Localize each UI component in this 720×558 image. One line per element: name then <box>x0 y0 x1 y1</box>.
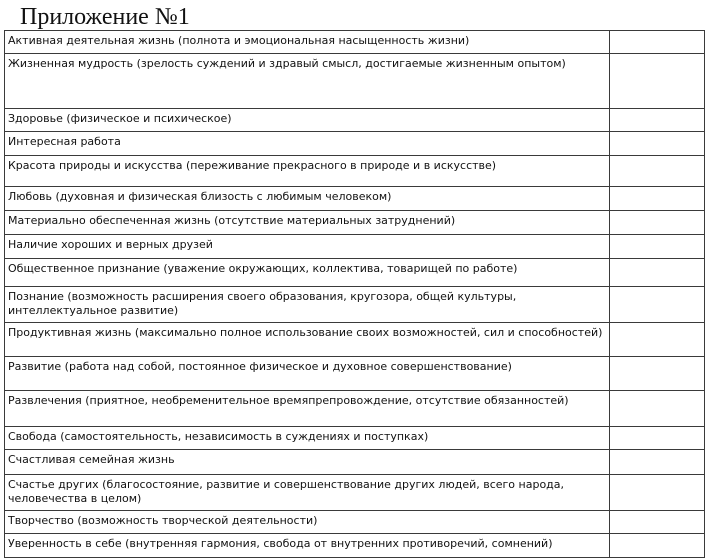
rank-cell[interactable] <box>610 511 705 534</box>
rank-cell[interactable] <box>610 187 705 211</box>
rank-cell[interactable] <box>610 323 705 357</box>
table-row <box>5 323 705 357</box>
rank-cell[interactable] <box>610 450 705 475</box>
value-description: Активная деятельная жизнь (полнота и эмоциональная насыщенность жизни) <box>5 31 610 54</box>
value-description: Развитие (работа над собой, постоянное физическое и духовное совершенствование) <box>5 357 610 391</box>
table-row <box>5 132 705 156</box>
value-description: Наличие хороших и верных друзей <box>5 235 610 259</box>
table-row <box>5 357 705 391</box>
rank-cell[interactable] <box>610 287 705 323</box>
rank-cell[interactable] <box>610 235 705 259</box>
rank-cell[interactable] <box>610 357 705 391</box>
table-row <box>5 391 705 427</box>
rank-cell[interactable] <box>610 211 705 235</box>
table-row <box>5 534 705 558</box>
rank-cell[interactable] <box>610 427 705 450</box>
table-row <box>5 235 705 259</box>
value-description: Развлечения (приятное, необременительное времяпрепровождение, отсутствие обязанностей) <box>5 391 610 427</box>
value-description: Свобода (самостоятельность, независимость в суждениях и поступках) <box>5 427 610 450</box>
table-row <box>5 475 705 511</box>
value-description: Любовь (духовная и физическая близость с любимым человеком) <box>5 187 610 211</box>
rank-cell[interactable] <box>610 391 705 427</box>
value-description: Общественное признание (уважение окружающих, коллектива, товарищей по работе) <box>5 259 610 287</box>
rank-cell[interactable] <box>610 259 705 287</box>
value-description: Счастье других (благосостояние, развитие и совершенствование других людей, всего народа, человечества в целом) <box>5 475 610 511</box>
value-description: Познание (возможность расширения своего образования, кругозора, общей культуры, интеллектуальное развитие) <box>5 287 610 323</box>
rank-cell[interactable] <box>610 31 705 54</box>
rank-cell[interactable] <box>610 475 705 511</box>
value-description: Творчество (возможность творческой деятельности) <box>5 511 610 534</box>
rank-cell[interactable] <box>610 132 705 156</box>
value-description: Материально обеспеченная жизнь (отсутствие материальных затруднений) <box>5 211 610 235</box>
values-table <box>4 30 705 558</box>
table-row <box>5 211 705 235</box>
value-description: Счастливая семейная жизнь <box>5 450 610 475</box>
table-row <box>5 259 705 287</box>
table-row <box>5 187 705 211</box>
value-description: Жизненная мудрость (зрелость суждений и здравый смысл, достигаемые жизненным опытом) <box>5 54 610 109</box>
value-description: Красота природы и искусства (переживание прекрасного в природе и в искусстве) <box>5 156 610 187</box>
page-title: Приложение №1 <box>20 4 190 30</box>
value-description: Здоровье (физическое и психическое) <box>5 109 610 132</box>
table-row <box>5 156 705 187</box>
value-description: Продуктивная жизнь (максимально полное использование своих возможностей, сил и способностей) <box>5 323 610 357</box>
table-row <box>5 54 705 109</box>
table-row <box>5 287 705 323</box>
table-row <box>5 109 705 132</box>
value-description: Уверенность в себе (внутренняя гармония, свобода от внутренних противоречий, сомнений) <box>5 534 610 558</box>
table-row <box>5 450 705 475</box>
value-description: Интересная работа <box>5 132 610 156</box>
table-row <box>5 31 705 54</box>
rank-cell[interactable] <box>610 54 705 109</box>
rank-cell[interactable] <box>610 109 705 132</box>
table-row <box>5 427 705 450</box>
rank-cell[interactable] <box>610 156 705 187</box>
table-row <box>5 511 705 534</box>
rank-cell[interactable] <box>610 534 705 558</box>
